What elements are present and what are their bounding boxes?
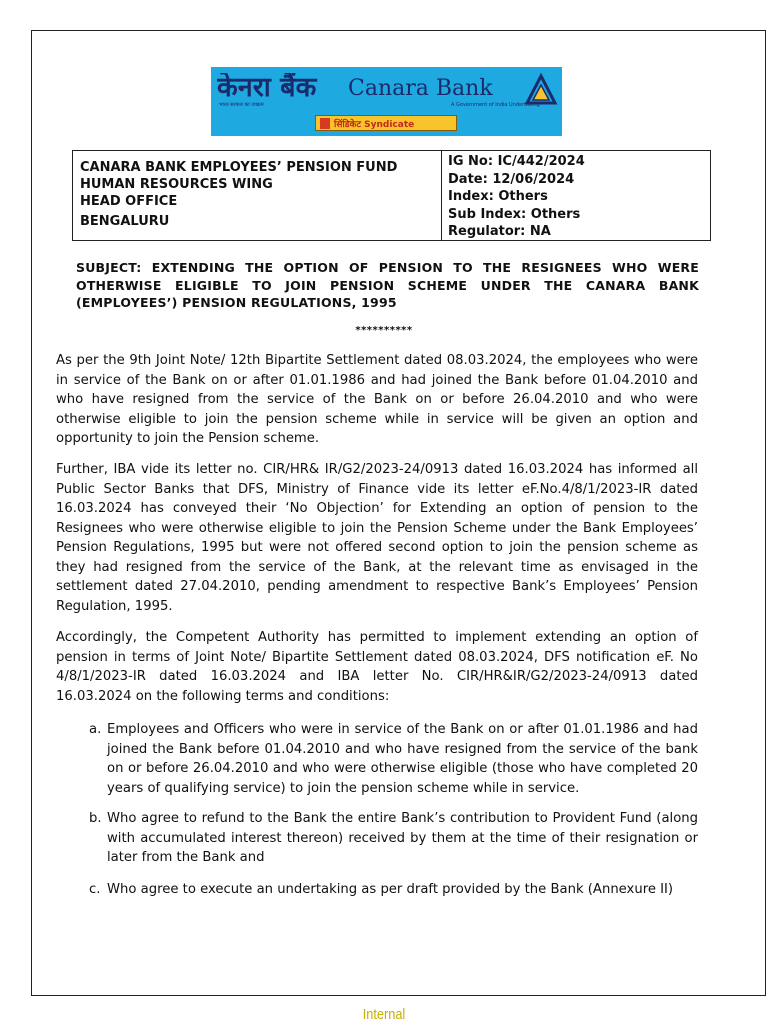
term-item bbox=[89, 809, 698, 868]
term-marker: b. bbox=[89, 811, 102, 826]
canara-bank-emblem-icon bbox=[524, 73, 558, 107]
subject-heading: SUBJECT: EXTENDING THE OPTION OF PENSION TO THE RESIGNEES WHO WERE OTHERWISE ELIGIBLE TO JOIN PENSION SCHEME UNDER THE CANARA BANK (EMPLOYEES’) PENSION REGULATIONS, 1995 bbox=[76, 260, 699, 310]
syndicate-label bbox=[315, 115, 457, 131]
logo-english-name: Canara Bank bbox=[348, 76, 493, 101]
separator: ********** bbox=[355, 325, 413, 336]
syndicate-text: सिंडिकेट Syndicate bbox=[334, 119, 415, 130]
department-line: CANARA BANK EMPLOYEES’ PENSION FUND bbox=[80, 160, 398, 175]
department-line: HUMAN RESOURCES WING bbox=[80, 177, 273, 192]
term-text: Who agree to execute an undertaking as per draft provided by the Bank (Annexure II) bbox=[107, 882, 674, 897]
sub-index: Sub Index: Others bbox=[448, 206, 581, 222]
term-item bbox=[89, 880, 698, 900]
logo-english-subtitle: A Government of India Undertaking bbox=[451, 102, 540, 108]
circular-date: Date: 12/06/2024 bbox=[448, 171, 575, 187]
body-paragraph: Further, IBA vide its letter no. CIR/HR& IR/G2/2023-24/0913 dated 16.03.2024 has informed all Public Sector Banks that DFS, Ministry of Finance vide its letter eF.No.4/8/1/2023-IR dated 16.03.2024 has conveyed their ‘No Objection’ for Extending an option of pension to the Resignees who were otherwise eligible to join the Pension Scheme under the Bank Employees’ Pension Regulations, 1995 but were not offered second option to join the pension scheme as they had resigned from the service of the Bank, at the relevant time as envisaged in the settlement dated 27.04.2010, pending amendment to respective Bank’s Employees’ Pension Regulation, 1995. bbox=[56, 462, 698, 614]
logo-hindi-name: केनरा बैंक bbox=[217, 73, 317, 103]
bank-logo bbox=[211, 67, 562, 136]
term-text: Who agree to refund to the Bank the entire Bank’s contribution to Provident Fund (along with accumulated interest thereon) received by them at the time of their resignation or later from the Bank and bbox=[107, 811, 698, 865]
term-marker: a. bbox=[89, 722, 102, 737]
classification-label: Internal bbox=[362, 1006, 406, 1023]
term-text: Employees and Officers who were in service of the Bank on or after 01.01.1986 and had joined the Bank before 01.04.2010 and who have resigned from the service of the bank on or before 26.04.2010 and who were otherwise eligible (those who have completed 20 years of qualifying service) to join the pension scheme while in service. bbox=[107, 722, 698, 796]
logo-hindi-subtitle: भारत सरकार का उपक्रम bbox=[219, 102, 264, 108]
regulator: Regulator: NA bbox=[448, 224, 551, 239]
term-marker: c. bbox=[89, 882, 101, 897]
index: Index: Others bbox=[448, 189, 548, 204]
ig-number: IG No: IC/442/2024 bbox=[448, 154, 585, 169]
department-line: BENGALURU bbox=[80, 214, 170, 229]
body-paragraph: Accordingly, the Competent Authority has permitted to implement extending an option of pension in terms of Joint Note/ Bipartite Settlement dated 08.03.2024, DFS notification eF. No 4/8/1/2023-IR dated 16.03.2024 and IBA letter No. CIR/HR&IR/G2/2023-24/0913 dated 16.03.2024 on the following terms and conditions: bbox=[56, 630, 698, 704]
circular-meta-block bbox=[442, 151, 710, 240]
department-block bbox=[73, 151, 442, 240]
body-paragraph: As per the 9th Joint Note/ 12th Bipartite Settlement dated 08.03.2024, the employees who were in service of the Bank on or after 01.01.1986 and had joined the Bank before 01.04.2010 and who have resigned from the service of the Bank on or before 26.04.2010 and who were otherwise eligible to join the pension scheme while in service will be given an option and opportunity to join the Pension scheme. bbox=[56, 353, 698, 446]
syndicate-mark-icon bbox=[320, 118, 330, 129]
department-line: HEAD OFFICE bbox=[80, 194, 178, 209]
header-table bbox=[72, 150, 711, 241]
term-item bbox=[89, 720, 698, 798]
